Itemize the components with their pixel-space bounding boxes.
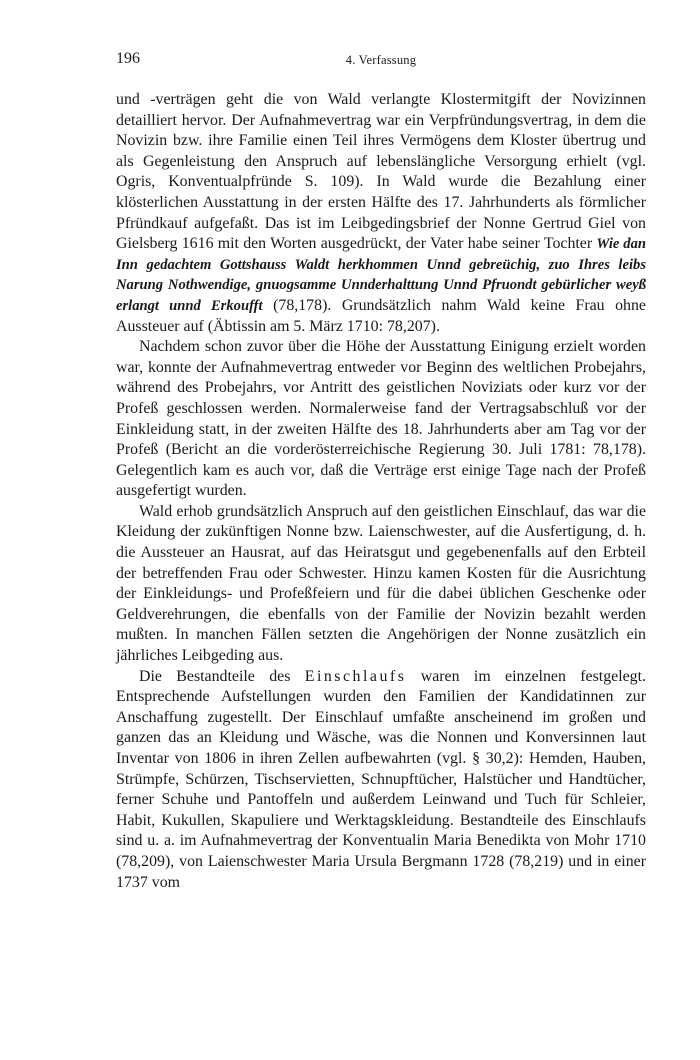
source-quotation: Wie dan Inn gedachtem Gottshauss Waldt herkhommen Unnd gebreüchig, zuo Ihres leibs Narung Nothwendige, gnuogsamme Unnderhalttung Unnd Pfruondt gebürlicher weyß erlangt unnd Erkoufft bbox=[116, 236, 646, 314]
page-header bbox=[116, 50, 646, 74]
running-head: 4. Verfassung bbox=[345, 53, 417, 67]
page-number: 196 bbox=[116, 50, 140, 67]
body-text bbox=[116, 90, 646, 893]
paragraph-3: Wald erhob grundsätzlich Anspruch auf den geistlichen Einschlauf, das war die Kleidung der zukünftigen Nonne bzw. Laienschwester, auf die Ausfertigung, d. h. die Aussteuer an Hausrat, auf das Heiratsgut und gegebenenfalls auf den Erbteil der betreffenden Frau oder Schwester. Hinzu kamen Kosten für die Ausrichtung der Einkleidungs- und Profeßfeiern und für die dabei üblichen Geschenke oder Geldverehrungen, die ebenfalls von der Familie der Novizin bezahlt werden mußten. In manchen Fällen setzten die Angehörigen der Nonne zusätzlich ein jährliches Leibgeding aus. bbox=[116, 502, 646, 665]
spaced-term: Einschlaufs bbox=[304, 667, 407, 685]
paragraph-1-text-b: (78,178). Grundsätzlich nahm Wald keine Frau ohne Aussteuer auf (Äbtissin am 5. März 1710: 78,207). bbox=[116, 296, 646, 335]
paragraph-1-text-a: und -verträgen geht die von Wald verlangte Klostermitgift der Novizinnen detailliert hervor. Der Aufnahmevertrag war ein Verpfründungsvertrag, in dem die Novizin bzw. ihre Familie einen Teil ihres Vermögens dem Kloster übertrug und als Gegenleistung den Anspruch auf lebenslängliche Versorgung erhielt (vgl. Ogris, Konventualpfründe S. 109). In Wald wurde die Bezahlung einer klösterlichen Ausstattung in der ersten Hälfte des 17. Jahrhunderts als förmlicher Pfründkauf aufgefaßt. Das ist im Leibgedingsbrief der Nonne Gertrud Giel von Gielsberg 1616 mit den Worten ausgedrückt, der Vater habe seiner Tochter bbox=[116, 91, 646, 253]
paragraph-1 bbox=[116, 90, 646, 337]
paragraph-4 bbox=[116, 667, 646, 894]
paragraph-4-text-a: Die Bestandteile des bbox=[139, 667, 305, 685]
paragraph-4-text-b: waren im einzelnen festgelegt. Entsprechende Aufstellungen wurden den Familien der Kandidatinnen zur Anschaffung zugestellt. Der Einschlauf umfaßte anscheinend im großen und ganzen das an Kleidung und Wäsche, was die Nonnen und Konversinnen laut Inventar von 1806 in ihren Zellen aufbewahrten (vgl. § 30,2): Hemden, Hauben, Strümpfe, Schürzen, Tischservietten, Schnupftücher, Halstücher und Handtücher, ferner Schuhe und Pantoffeln und außerdem Leinwand und Tuch für Schleier, Habit, Kukullen, Skapuliere und Werktagskleidung. Bestandteile des Einschlaufs sind u. a. im Aufnahmevertrag der Konventualin Maria Benedikta von Mohr 1710 (78,209), von Laienschwester Maria Ursula Bergmann 1728 (78,219) und in einer 1737 vom bbox=[116, 667, 646, 891]
paragraph-2: Nachdem schon zuvor über die Höhe der Ausstattung Einigung erzielt worden war, konnte der Aufnahmevertrag entweder vor Beginn des weltlichen Probejahrs, während des Probejahrs, vor Antritt des geistlichen Noviziats oder kurz vor der Profeß geschlossen werden. Normalerweise fand der Vertragsabschluß vor der Einkleidung statt, in der zweiten Hälfte des 18. Jahrhunderts aber am Tag vor der Profeß (Bericht an die vorderösterreichische Regierung 30. Juli 1781: 78,178). Gelegentlich kam es auch vor, daß die Verträge erst einige Tage nach der Profeß ausgefertigt wurden. bbox=[116, 338, 646, 500]
